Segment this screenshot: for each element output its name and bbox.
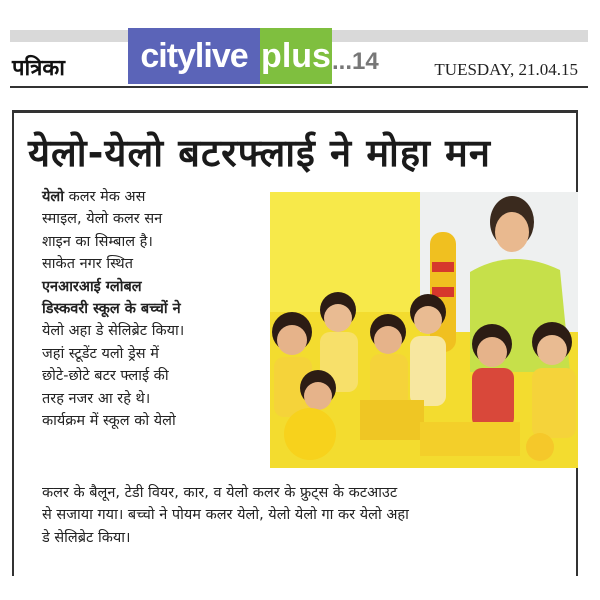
text-line: से सजाया गया। बच्चो ने पोयम कलर येलो, येलो येलो गा कर येलो अहा	[42, 507, 409, 524]
column-line: येलो कलर मेक अस	[42, 189, 146, 205]
column-line: कार्यक्रम में स्कूल को येलो	[42, 413, 176, 430]
issue-date: TUESDAY, 21.04.15	[434, 60, 578, 79]
article-column-text	[42, 186, 264, 432]
masthead-divider	[10, 86, 588, 88]
column-line: एनआरआई ग्लोबल	[42, 278, 142, 295]
column-line: डिस्कवरी स्कूल के बच्चों ने	[42, 301, 181, 318]
column-line: येलो अहा डे सेलिब्रेट किया।	[42, 323, 185, 340]
plus-logo: plus	[260, 28, 332, 84]
article-photo	[270, 192, 578, 468]
text-line: डे सेलिब्रेट किया।	[42, 529, 131, 546]
column-line: जहां स्टूडेंट यलो ड्रेस में	[42, 345, 159, 362]
citylive-logo: citylive	[128, 28, 260, 84]
column-line: शाइन का सिम्बाल है।	[42, 233, 153, 250]
masthead	[0, 0, 600, 96]
article-full-width-text	[42, 482, 578, 549]
column-line: तरह नजर आ रहे थे।	[42, 390, 151, 407]
text-line: कलर के बैलून, टेडी वियर, कार, व येलो कलर के फ्रुट्स के कटआउट	[42, 485, 398, 501]
children-photo-illustration	[270, 192, 578, 468]
article-headline: येलो-येलो बटरफ्लाई ने मोहा मन	[28, 131, 491, 175]
page-number: ...14	[332, 48, 379, 75]
column-line: स्माइल, येलो कलर सन	[42, 211, 163, 228]
newspaper-name: पत्रिका	[12, 56, 65, 81]
column-line: साकेत नगर स्थित	[42, 256, 133, 273]
column-line: छोटे-छोटे बटर फ्लाई की	[42, 368, 169, 385]
